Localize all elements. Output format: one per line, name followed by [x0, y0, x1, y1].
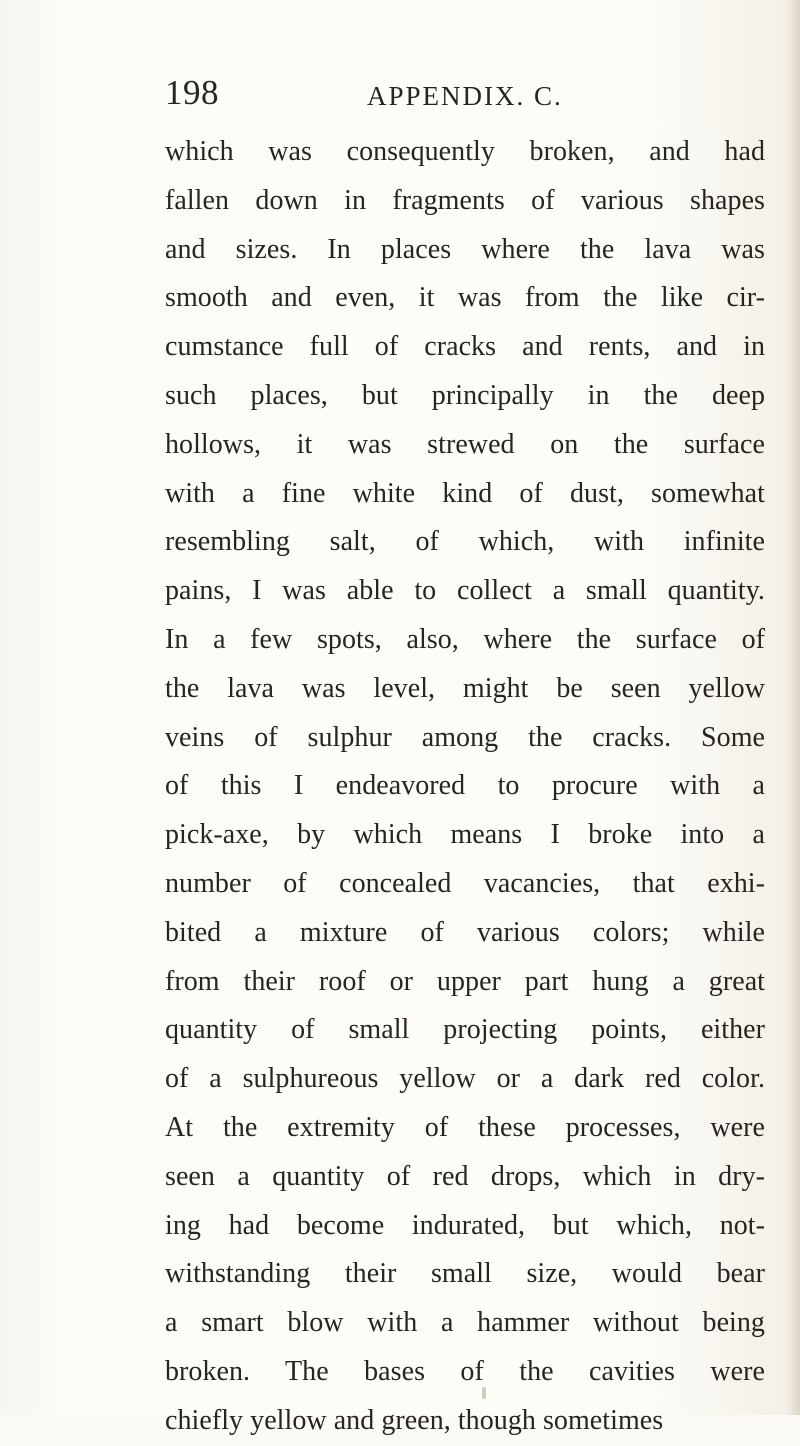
text-line: chiefly yellow and green, though sometimes — [165, 1404, 664, 1436]
text-line: the lava was level, might be seen yellow — [165, 672, 765, 704]
text-line: hollows, it was strewed on the surface — [165, 428, 765, 460]
text-line: resembling salt, of which, with infinite — [165, 526, 765, 558]
text-line: number of concealed vacancies, that exhi- — [165, 867, 765, 899]
page-header — [165, 70, 765, 124]
text-line: veins of sulphur among the cracks. Some — [165, 721, 765, 753]
page-number: 198 — [165, 73, 219, 112]
text-line: At the extremity of these processes, were — [165, 1111, 765, 1143]
text-line: ing had become indurated, but which, not- — [165, 1209, 765, 1241]
page-edge-shadow — [786, 0, 800, 1415]
text-line: bited a mixture of various colors; while — [165, 916, 765, 948]
text-line: In a few spots, also, where the surface of — [165, 623, 765, 655]
text-line: quantity of small projecting points, either — [165, 1014, 765, 1046]
text-line: from their roof or upper part hung a great — [165, 965, 765, 997]
text-line: pains, I was able to collect a small quantity. — [165, 575, 765, 607]
text-line: of a sulphureous yellow or a dark red color. — [165, 1063, 765, 1095]
text-line: which was consequently broken, and had — [165, 136, 765, 167]
body-text — [165, 128, 765, 1446]
text-line: seen a quantity of red drops, which in dry- — [165, 1160, 765, 1192]
text-line: cumstance full of cracks and rents, and in — [165, 331, 765, 363]
text-line: of this I endeavored to procure with a — [165, 770, 765, 802]
print-smudge — [482, 1387, 486, 1399]
running-head: APPENDIX. C. — [367, 81, 563, 111]
text-line: fallen down in fragments of various shapes — [165, 184, 765, 216]
text-line: and sizes. In places where the lava was — [165, 233, 765, 265]
text-line: such places, but principally in the deep — [165, 379, 765, 411]
text-line: withstanding their small size, would bear — [165, 1258, 765, 1290]
text-line: pick-axe, by which means I broke into a — [165, 819, 765, 851]
text-line: broken. The bases of the cavities were — [165, 1355, 765, 1387]
text-line: smooth and even, it was from the like cir- — [165, 282, 765, 314]
text-line: a smart blow with a hammer without being — [165, 1307, 765, 1339]
text-line: with a fine white kind of dust, somewhat — [165, 477, 765, 509]
